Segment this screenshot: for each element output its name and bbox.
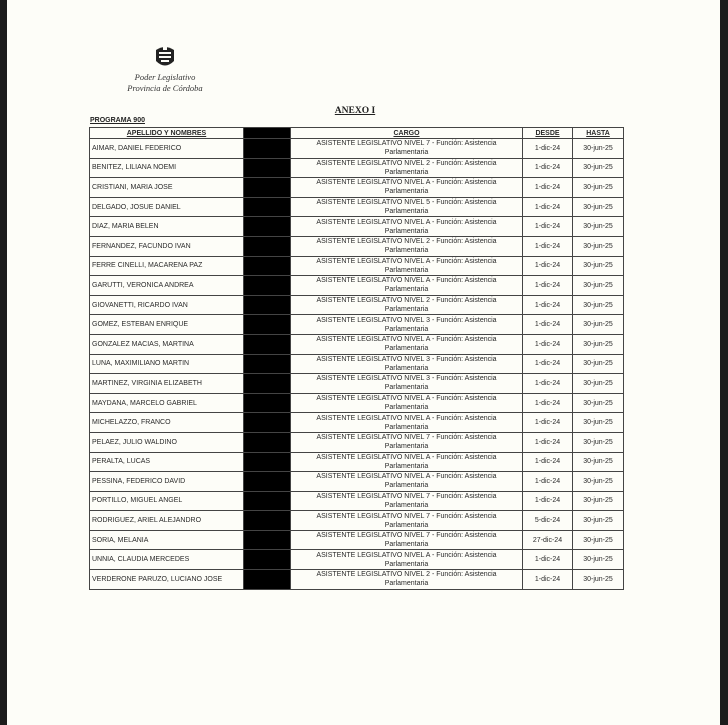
position-line-1: ASISTENTE LEGISLATIVO NIVEL A - Función: Asistencia bbox=[316, 257, 497, 265]
position-line-2: Parlamentaria bbox=[384, 247, 429, 255]
position-line-2: Parlamentaria bbox=[384, 384, 429, 392]
employee-name: GONZALEZ MACIAS, MARTINA bbox=[90, 334, 244, 354]
end-date: 30-jun-25 bbox=[573, 256, 624, 276]
redacted-cell bbox=[244, 550, 291, 570]
start-date: 1-dic-24 bbox=[523, 472, 573, 492]
start-date: 1-dic-24 bbox=[523, 570, 573, 590]
employee-name: MAYDANA, MARCELO GABRIEL bbox=[90, 393, 244, 413]
start-date: 1-dic-24 bbox=[523, 452, 573, 472]
redacted-cell bbox=[244, 276, 291, 296]
table-row bbox=[90, 315, 624, 335]
position-line-1: ASISTENTE LEGISLATIVO NIVEL A - Función: Asistencia bbox=[316, 179, 497, 187]
employee-name: PELAEZ, JULIO WALDINO bbox=[90, 432, 244, 452]
position-line-2: Parlamentaria bbox=[384, 286, 429, 294]
position-line-1: ASISTENTE LEGISLATIVO NIVEL 7 - Función: Asistencia bbox=[316, 492, 497, 500]
position-line-1: ASISTENTE LEGISLATIVO NIVEL 2 - Función: Asistencia bbox=[316, 238, 497, 246]
position-line-1: ASISTENTE LEGISLATIVO NIVEL A - Función: Asistencia bbox=[316, 473, 497, 481]
end-date: 30-jun-25 bbox=[573, 374, 624, 394]
table-row bbox=[90, 236, 624, 256]
start-date: 27-dic-24 bbox=[523, 530, 573, 550]
redacted-cell bbox=[244, 197, 291, 217]
redacted-cell bbox=[244, 570, 291, 590]
employee-name: GARUTTI, VERONICA ANDREA bbox=[90, 276, 244, 296]
position-line-2: Parlamentaria bbox=[384, 560, 429, 568]
position-line-2: Parlamentaria bbox=[384, 266, 429, 274]
employee-name: FERRE CINELLI, MACARENA PAZ bbox=[90, 256, 244, 276]
position-cell bbox=[291, 354, 523, 374]
start-date: 1-dic-24 bbox=[523, 295, 573, 315]
table-row bbox=[90, 197, 624, 217]
end-date: 30-jun-25 bbox=[573, 236, 624, 256]
end-date: 30-jun-25 bbox=[573, 452, 624, 472]
employee-name: GIOVANETTI, RICARDO IVAN bbox=[90, 295, 244, 315]
org-line-1: Poder Legislativo bbox=[134, 72, 196, 82]
position-cell bbox=[291, 256, 523, 276]
redacted-cell bbox=[244, 315, 291, 335]
redacted-cell bbox=[244, 472, 291, 492]
position-line-1: ASISTENTE LEGISLATIVO NIVEL 5 - Función: Asistencia bbox=[316, 199, 497, 207]
position-line-1: ASISTENTE LEGISLATIVO NIVEL A - Función: Asistencia bbox=[316, 453, 497, 461]
position-line-1: ASISTENTE LEGISLATIVO NIVEL 7 - Función: Asistencia bbox=[316, 532, 497, 540]
position-cell bbox=[291, 413, 523, 433]
table-row bbox=[90, 472, 624, 492]
table-row bbox=[90, 511, 624, 531]
table-row bbox=[90, 158, 624, 178]
start-date: 1-dic-24 bbox=[523, 393, 573, 413]
position-line-2: Parlamentaria bbox=[384, 325, 429, 333]
end-date: 30-jun-25 bbox=[573, 550, 624, 570]
employee-name: SORIA, MELANIA bbox=[90, 530, 244, 550]
employee-name: UNNIA, CLAUDIA MERCEDES bbox=[90, 550, 244, 570]
position-line-1: ASISTENTE LEGISLATIVO NIVEL A - Función: Asistencia bbox=[316, 218, 497, 226]
position-line-2: Parlamentaria bbox=[384, 188, 429, 196]
start-date: 1-dic-24 bbox=[523, 374, 573, 394]
position-line-2: Parlamentaria bbox=[384, 443, 429, 451]
table-row bbox=[90, 374, 624, 394]
start-date: 1-dic-24 bbox=[523, 491, 573, 511]
end-date: 30-jun-25 bbox=[573, 530, 624, 550]
start-date: 1-dic-24 bbox=[523, 236, 573, 256]
position-cell bbox=[291, 276, 523, 296]
position-line-2: Parlamentaria bbox=[384, 404, 429, 412]
redacted-cell bbox=[244, 158, 291, 178]
position-cell bbox=[291, 334, 523, 354]
start-date: 1-dic-24 bbox=[523, 139, 573, 159]
start-date: 1-dic-24 bbox=[523, 315, 573, 335]
table-row bbox=[90, 295, 624, 315]
position-line-1: ASISTENTE LEGISLATIVO NIVEL 3 - Función: Asistencia bbox=[316, 375, 497, 383]
end-date: 30-jun-25 bbox=[573, 354, 624, 374]
employee-name: FERNANDEZ, FACUNDO IVAN bbox=[90, 236, 244, 256]
org-line-2: Provincia de Córdoba bbox=[127, 83, 203, 93]
employee-name: DELGADO, JOSUE DANIEL bbox=[90, 197, 244, 217]
redacted-cell bbox=[244, 530, 291, 550]
position-line-2: Parlamentaria bbox=[384, 168, 429, 176]
table-row bbox=[90, 393, 624, 413]
employee-name: LUNA, MAXIMILIANO MARTIN bbox=[90, 354, 244, 374]
end-date: 30-jun-25 bbox=[573, 197, 624, 217]
end-date: 30-jun-25 bbox=[573, 295, 624, 315]
table-row bbox=[90, 354, 624, 374]
position-cell bbox=[291, 491, 523, 511]
position-line-2: Parlamentaria bbox=[384, 227, 429, 235]
position-line-2: Parlamentaria bbox=[384, 501, 429, 509]
position-line-2: Parlamentaria bbox=[384, 462, 429, 470]
position-line-2: Parlamentaria bbox=[384, 364, 429, 372]
position-cell bbox=[291, 511, 523, 531]
position-line-2: Parlamentaria bbox=[384, 149, 429, 157]
position-line-1: ASISTENTE LEGISLATIVO NIVEL A - Función: Asistencia bbox=[316, 277, 497, 285]
redacted-cell bbox=[244, 413, 291, 433]
start-date: 1-dic-24 bbox=[523, 217, 573, 237]
position-cell bbox=[291, 197, 523, 217]
redacted-cell bbox=[244, 452, 291, 472]
position-line-1: ASISTENTE LEGISLATIVO NIVEL 2 - Función: Asistencia bbox=[316, 159, 497, 167]
col-header-hasta: HASTA bbox=[573, 128, 624, 139]
table-row bbox=[90, 217, 624, 237]
redacted-cell bbox=[244, 178, 291, 198]
employee-name: PERALTA, LUCAS bbox=[90, 452, 244, 472]
staff-table bbox=[89, 127, 624, 590]
position-cell bbox=[291, 158, 523, 178]
position-line-1: ASISTENTE LEGISLATIVO NIVEL 7 - Función: Asistencia bbox=[316, 140, 497, 148]
redacted-cell bbox=[244, 236, 291, 256]
position-line-2: Parlamentaria bbox=[384, 521, 429, 529]
start-date: 1-dic-24 bbox=[523, 256, 573, 276]
employee-name: GOMEZ, ESTEBAN ENRIQUE bbox=[90, 315, 244, 335]
table-row bbox=[90, 452, 624, 472]
employee-name: RODRIGUEZ, ARIEL ALEJANDRO bbox=[90, 511, 244, 531]
end-date: 30-jun-25 bbox=[573, 413, 624, 433]
end-date: 30-jun-25 bbox=[573, 334, 624, 354]
table-header-row bbox=[90, 128, 624, 139]
position-line-2: Parlamentaria bbox=[384, 541, 429, 549]
col-header-cargo: CARGO bbox=[291, 128, 523, 139]
redacted-cell bbox=[244, 491, 291, 511]
position-line-2: Parlamentaria bbox=[384, 306, 429, 314]
end-date: 30-jun-25 bbox=[573, 178, 624, 198]
position-line-1: ASISTENTE LEGISLATIVO NIVEL 7 - Función: Asistencia bbox=[316, 512, 497, 520]
table-row bbox=[90, 276, 624, 296]
position-cell bbox=[291, 432, 523, 452]
position-cell bbox=[291, 570, 523, 590]
end-date: 30-jun-25 bbox=[573, 139, 624, 159]
start-date: 1-dic-24 bbox=[523, 158, 573, 178]
employee-name: VERDERONE PARUZO, LUCIANO JOSE bbox=[90, 570, 244, 590]
position-line-1: ASISTENTE LEGISLATIVO NIVEL A - Función: Asistencia bbox=[316, 395, 497, 403]
start-date: 1-dic-24 bbox=[523, 334, 573, 354]
start-date: 1-dic-24 bbox=[523, 413, 573, 433]
redacted-cell bbox=[244, 511, 291, 531]
coat-of-arms-icon bbox=[153, 44, 177, 70]
table-row bbox=[90, 432, 624, 452]
position-line-2: Parlamentaria bbox=[384, 580, 429, 588]
redacted-cell bbox=[244, 393, 291, 413]
end-date: 30-jun-25 bbox=[573, 570, 624, 590]
end-date: 30-jun-25 bbox=[573, 276, 624, 296]
position-line-2: Parlamentaria bbox=[384, 208, 429, 216]
end-date: 30-jun-25 bbox=[573, 511, 624, 531]
position-cell bbox=[291, 550, 523, 570]
annex-title: ANEXO I bbox=[334, 106, 376, 116]
end-date: 30-jun-25 bbox=[573, 491, 624, 511]
start-date: 5-dic-24 bbox=[523, 511, 573, 531]
position-line-1: ASISTENTE LEGISLATIVO NIVEL 2 - Función: Asistencia bbox=[316, 297, 497, 305]
col-header-name: APELLIDO Y NOMBRES bbox=[90, 128, 244, 139]
start-date: 1-dic-24 bbox=[523, 432, 573, 452]
redacted-cell bbox=[244, 432, 291, 452]
position-cell bbox=[291, 472, 523, 492]
redacted-cell bbox=[244, 354, 291, 374]
employee-name: AIMAR, DANIEL FEDERICO bbox=[90, 139, 244, 159]
position-line-1: ASISTENTE LEGISLATIVO NIVEL A - Función: Asistencia bbox=[316, 336, 497, 344]
table-row bbox=[90, 334, 624, 354]
start-date: 1-dic-24 bbox=[523, 354, 573, 374]
redacted-cell bbox=[244, 374, 291, 394]
position-cell bbox=[291, 295, 523, 315]
table-row bbox=[90, 178, 624, 198]
col-header-desde: DESDE bbox=[523, 128, 573, 139]
position-line-1: ASISTENTE LEGISLATIVO NIVEL 2 - Función: Asistencia bbox=[316, 571, 497, 579]
program-label: PROGRAMA 900 bbox=[90, 117, 145, 124]
start-date: 1-dic-24 bbox=[523, 550, 573, 570]
redacted-cell bbox=[244, 256, 291, 276]
end-date: 30-jun-25 bbox=[573, 393, 624, 413]
end-date: 30-jun-25 bbox=[573, 472, 624, 492]
employee-name: PESSINA, FEDERICO DAVID bbox=[90, 472, 244, 492]
table-row bbox=[90, 256, 624, 276]
table-row bbox=[90, 139, 624, 159]
position-cell bbox=[291, 374, 523, 394]
position-line-2: Parlamentaria bbox=[384, 423, 429, 431]
position-line-1: ASISTENTE LEGISLATIVO NIVEL 3 - Función: Asistencia bbox=[316, 355, 497, 363]
end-date: 30-jun-25 bbox=[573, 158, 624, 178]
redacted-cell bbox=[244, 334, 291, 354]
position-line-1: ASISTENTE LEGISLATIVO NIVEL A - Función: Asistencia bbox=[316, 551, 497, 559]
table-row bbox=[90, 491, 624, 511]
employee-name: BENITEZ, LILIANA NOEMI bbox=[90, 158, 244, 178]
table-row bbox=[90, 530, 624, 550]
employee-name: DIAZ, MARIA BELEN bbox=[90, 217, 244, 237]
redacted-cell bbox=[244, 217, 291, 237]
position-cell bbox=[291, 452, 523, 472]
position-line-2: Parlamentaria bbox=[384, 482, 429, 490]
table-row bbox=[90, 550, 624, 570]
table-row bbox=[90, 570, 624, 590]
position-cell bbox=[291, 315, 523, 335]
position-line-1: ASISTENTE LEGISLATIVO NIVEL 3 - Función: Asistencia bbox=[316, 316, 497, 324]
employee-name: MICHELAZZO, FRANCO bbox=[90, 413, 244, 433]
position-cell bbox=[291, 530, 523, 550]
position-line-2: Parlamentaria bbox=[384, 345, 429, 353]
employee-name: PORTILLO, MIGUEL ANGEL bbox=[90, 491, 244, 511]
start-date: 1-dic-24 bbox=[523, 178, 573, 198]
position-line-1: ASISTENTE LEGISLATIVO NIVEL A - Función: Asistencia bbox=[316, 414, 497, 422]
start-date: 1-dic-24 bbox=[523, 276, 573, 296]
position-cell bbox=[291, 139, 523, 159]
employee-name: MARTINEZ, VIRGINIA ELIZABETH bbox=[90, 374, 244, 394]
end-date: 30-jun-25 bbox=[573, 432, 624, 452]
position-cell bbox=[291, 393, 523, 413]
organization-name bbox=[100, 72, 230, 94]
position-cell bbox=[291, 178, 523, 198]
position-cell bbox=[291, 217, 523, 237]
position-line-1: ASISTENTE LEGISLATIVO NIVEL 7 - Función: Asistencia bbox=[316, 434, 497, 442]
redacted-cell bbox=[244, 139, 291, 159]
position-cell bbox=[291, 236, 523, 256]
end-date: 30-jun-25 bbox=[573, 315, 624, 335]
employee-name: CRISTIANI, MARIA JOSE bbox=[90, 178, 244, 198]
scan-edge-right bbox=[720, 0, 728, 725]
scan-edge-left bbox=[0, 0, 7, 725]
end-date: 30-jun-25 bbox=[573, 217, 624, 237]
start-date: 1-dic-24 bbox=[523, 197, 573, 217]
table-row bbox=[90, 413, 624, 433]
redacted-cell bbox=[244, 295, 291, 315]
redacted-header bbox=[244, 128, 291, 139]
